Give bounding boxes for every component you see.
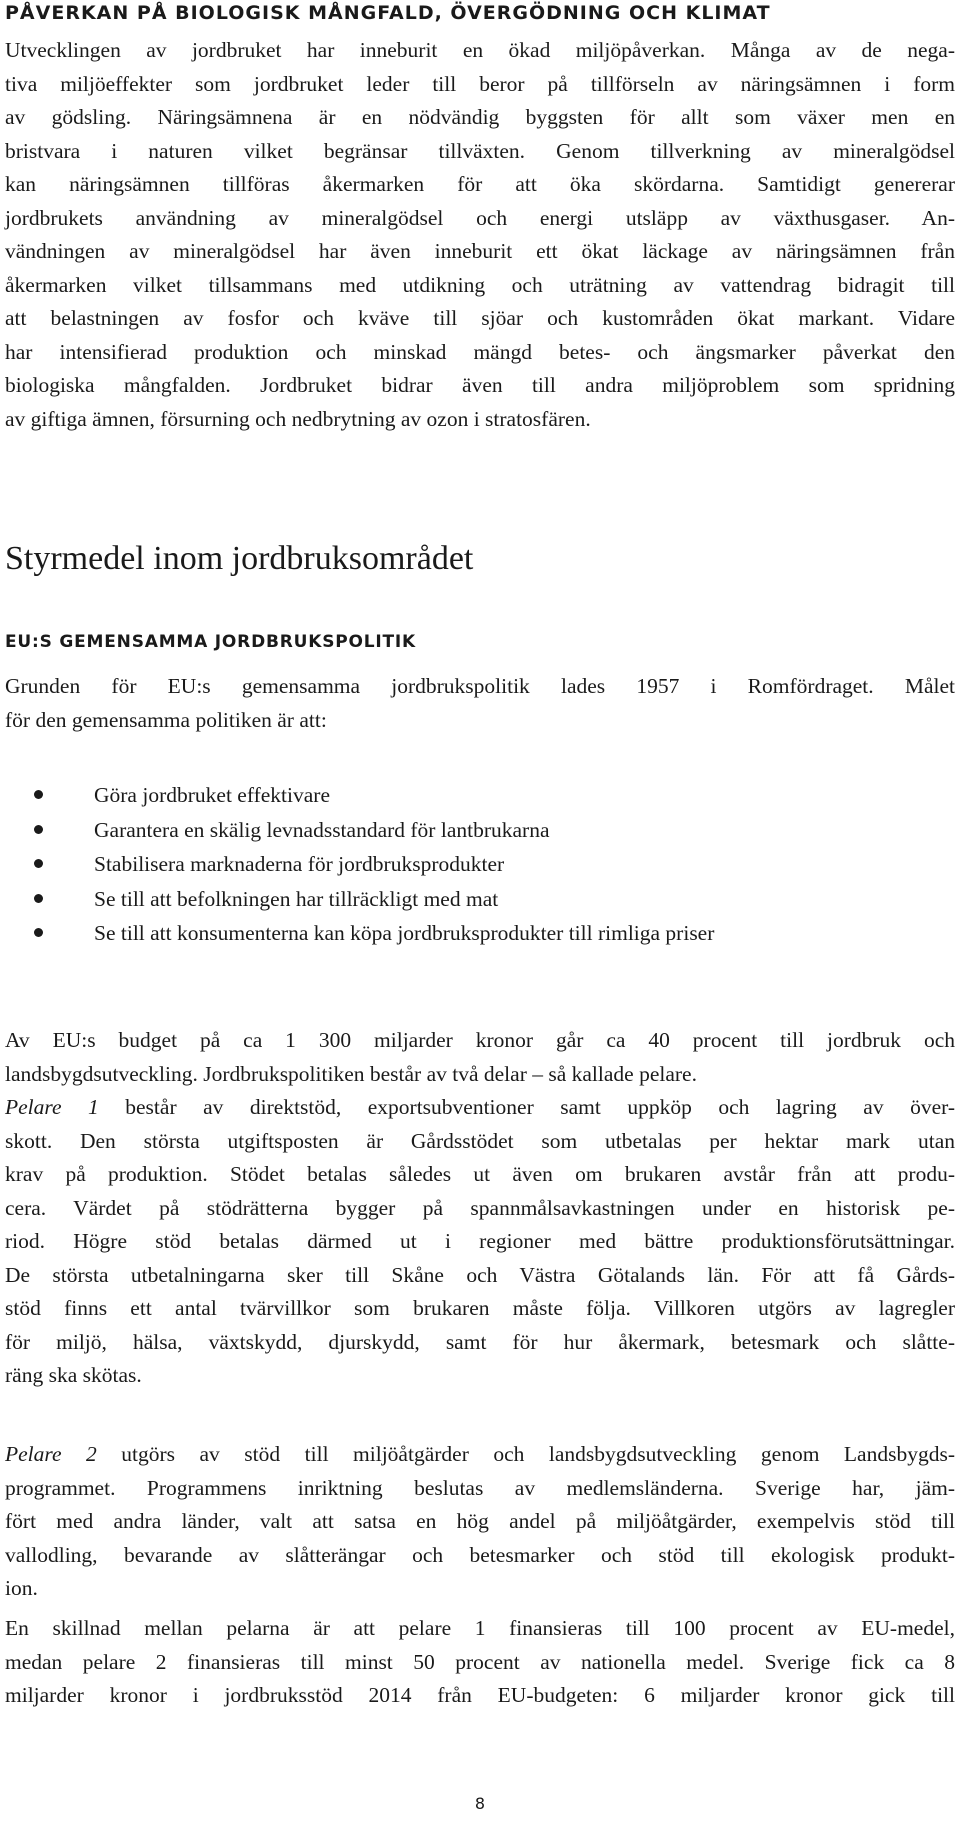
text-line: De största utbetalningarna sker till Skåne och Västra Götalands län. För att få Gårds-: [5, 1262, 955, 1287]
page-number: 8: [474, 1794, 486, 1813]
text-fragment: består av direktstöd, exportsubventioner samt uppköp och lagring av över-: [98, 1095, 956, 1119]
paragraph-environmental-impact: [5, 34, 955, 436]
list-item: [0, 848, 960, 883]
text-line: för den gemensamma politiken är att:: [5, 707, 327, 732]
section-heading: PÅVERKAN PÅ BIOLOGISK MÅNGFALD, ÖVERGÖDNING OCH KLIMAT: [5, 2, 771, 24]
text-line: för miljö, hälsa, växtskydd, djurskydd, samt för hur åkermark, betesmark och slåtte-: [5, 1329, 955, 1354]
text-line: räng ska skötas.: [5, 1363, 142, 1387]
text-line: vändningen av mineralgödsel har även inneburit ett ökat läckage av näringsämnen från: [5, 239, 955, 263]
bullet-icon: [34, 790, 43, 799]
text-line: Av EU:s budget på ca 1 300 miljarder kronor går ca 40 procent till jordbruk och: [5, 1028, 955, 1052]
paragraph-financing: [5, 1612, 955, 1713]
list-item-text: Se till att konsumenterna kan köpa jordbruksprodukter till rimliga priser: [94, 921, 715, 945]
pillar-1-label: Pelare 1: [5, 1095, 99, 1119]
list-item-text: Se till att befolkningen har tillräckligt med mat: [94, 886, 499, 911]
text-line: programmet. Programmens inriktning beslutas av medlemsländerna. Sverige har, jäm-: [5, 1475, 955, 1500]
text-line: biologiska mångfalden. Jordbruket bidrar även till andra miljöproblem som spridning: [5, 373, 955, 397]
text-line: [5, 1091, 955, 1125]
subheading: EU:S GEMENSAMMA JORDBRUKSPOLITIK: [5, 632, 417, 652]
text-line: miljarder kronor i jordbruksstöd 2014 från EU-budgeten: 6 miljarder kronor gick till: [5, 1683, 955, 1707]
paragraph-pillar-1: [5, 1024, 955, 1393]
paragraph-cap-intro: [5, 670, 955, 737]
text-line: stöd finns ett antal tvärvillkor som brukaren måste följa. Villkoren utgörs av lagregler: [5, 1296, 955, 1320]
text-line: av gödsling. Näringsämnena är en nödvändig byggsten för allt som växer men en: [5, 105, 955, 129]
paragraph-pillar-2: [5, 1438, 955, 1606]
list-item: [0, 917, 960, 952]
list-item: [0, 814, 960, 849]
goals-list: [0, 779, 960, 952]
text-line: En skillnad mellan pelarna är att pelare 1 finansieras till 100 procent av EU-medel,: [5, 1616, 955, 1640]
text-line: ion.: [5, 1576, 38, 1600]
text-line: åkermarken vilket tillsammans med utdikning och uträtning av vattendrag bidragit till: [5, 272, 955, 297]
text-line: fört med andra länder, valt att satsa en hög andel på miljöåtgärder, exempelvis stöd till: [5, 1509, 955, 1533]
list-item: [0, 883, 960, 918]
list-item-text: Göra jordbruket effektivare: [94, 783, 330, 807]
text-line: att belastningen av fosfor och kväve till sjöar och kustområden ökat markant. Vidare: [5, 306, 955, 330]
text-line: av giftiga ämnen, försurning och nedbrytning av ozon i stratosfären.: [5, 406, 591, 431]
text-line: har intensifierad produktion och minskad mängd betes- och ängsmarker påverkat den: [5, 339, 955, 364]
text-line: jordbrukets användning av mineralgödsel och energi utsläpp av växthusgaser. An-: [5, 205, 955, 230]
text-line: [5, 1438, 955, 1472]
list-item-text: Stabilisera marknaderna för jordbruksprodukter: [94, 852, 505, 876]
text-line: landsbygdsutveckling. Jordbrukspolitiken består av två delar – så kallade pelare.: [5, 1061, 697, 1086]
text-line: bristvara i naturen vilket begränsar tillväxten. Genom tillverkning av mineralgödsel: [5, 138, 955, 163]
text-line: tiva miljöeffekter som jordbruket leder till beror på tillförseln av näringsämnen i form: [5, 71, 955, 96]
text-fragment: utgörs av stöd till miljöåtgärder och landsbygdsutveckling genom Landsbygds-: [96, 1442, 955, 1466]
text-line: Grunden för EU:s gemensamma jordbrukspolitik lades 1957 i Romfördraget. Målet: [5, 674, 955, 698]
text-line: riod. Högre stöd betalas därmed ut i regioner med bättre produktionsförutsättningar.: [5, 1229, 955, 1253]
bullet-icon: [34, 859, 43, 868]
text-line: kan näringsämnen tillföras åkermarken för att öka skördarna. Samtidigt genererar: [5, 172, 955, 196]
list-item: [0, 779, 960, 814]
bullet-icon: [34, 825, 43, 834]
text-line: krav på produktion. Stödet betalas således ut även om brukaren avstår från att produ-: [5, 1162, 955, 1186]
chapter-title: Styrmedel inom jordbruksområdet: [5, 540, 474, 577]
text-line: cera. Värdet på stödrätterna bygger på spannmålsavkastningen under en historisk pe-: [5, 1195, 955, 1220]
pillar-2-label: Pelare 2: [5, 1442, 97, 1466]
bullet-icon: [34, 928, 43, 937]
text-line: vallodling, bevarande av slåtterängar och betesmarker och stöd till ekologisk produkt-: [5, 1542, 955, 1567]
bullet-icon: [34, 894, 43, 903]
text-line: Utvecklingen av jordbruket har inneburit en ökad miljöpåverkan. Många av de nega-: [5, 38, 955, 62]
text-line: skott. Den största utgiftsposten är Gårdsstödet som utbetalas per hektar mark utan: [5, 1128, 955, 1153]
text-line: medan pelare 2 finansieras till minst 50 procent av nationella medel. Sverige fick ca 8: [5, 1649, 955, 1674]
list-item-text: Garantera en skälig levnadsstandard för lantbrukarna: [94, 817, 550, 842]
